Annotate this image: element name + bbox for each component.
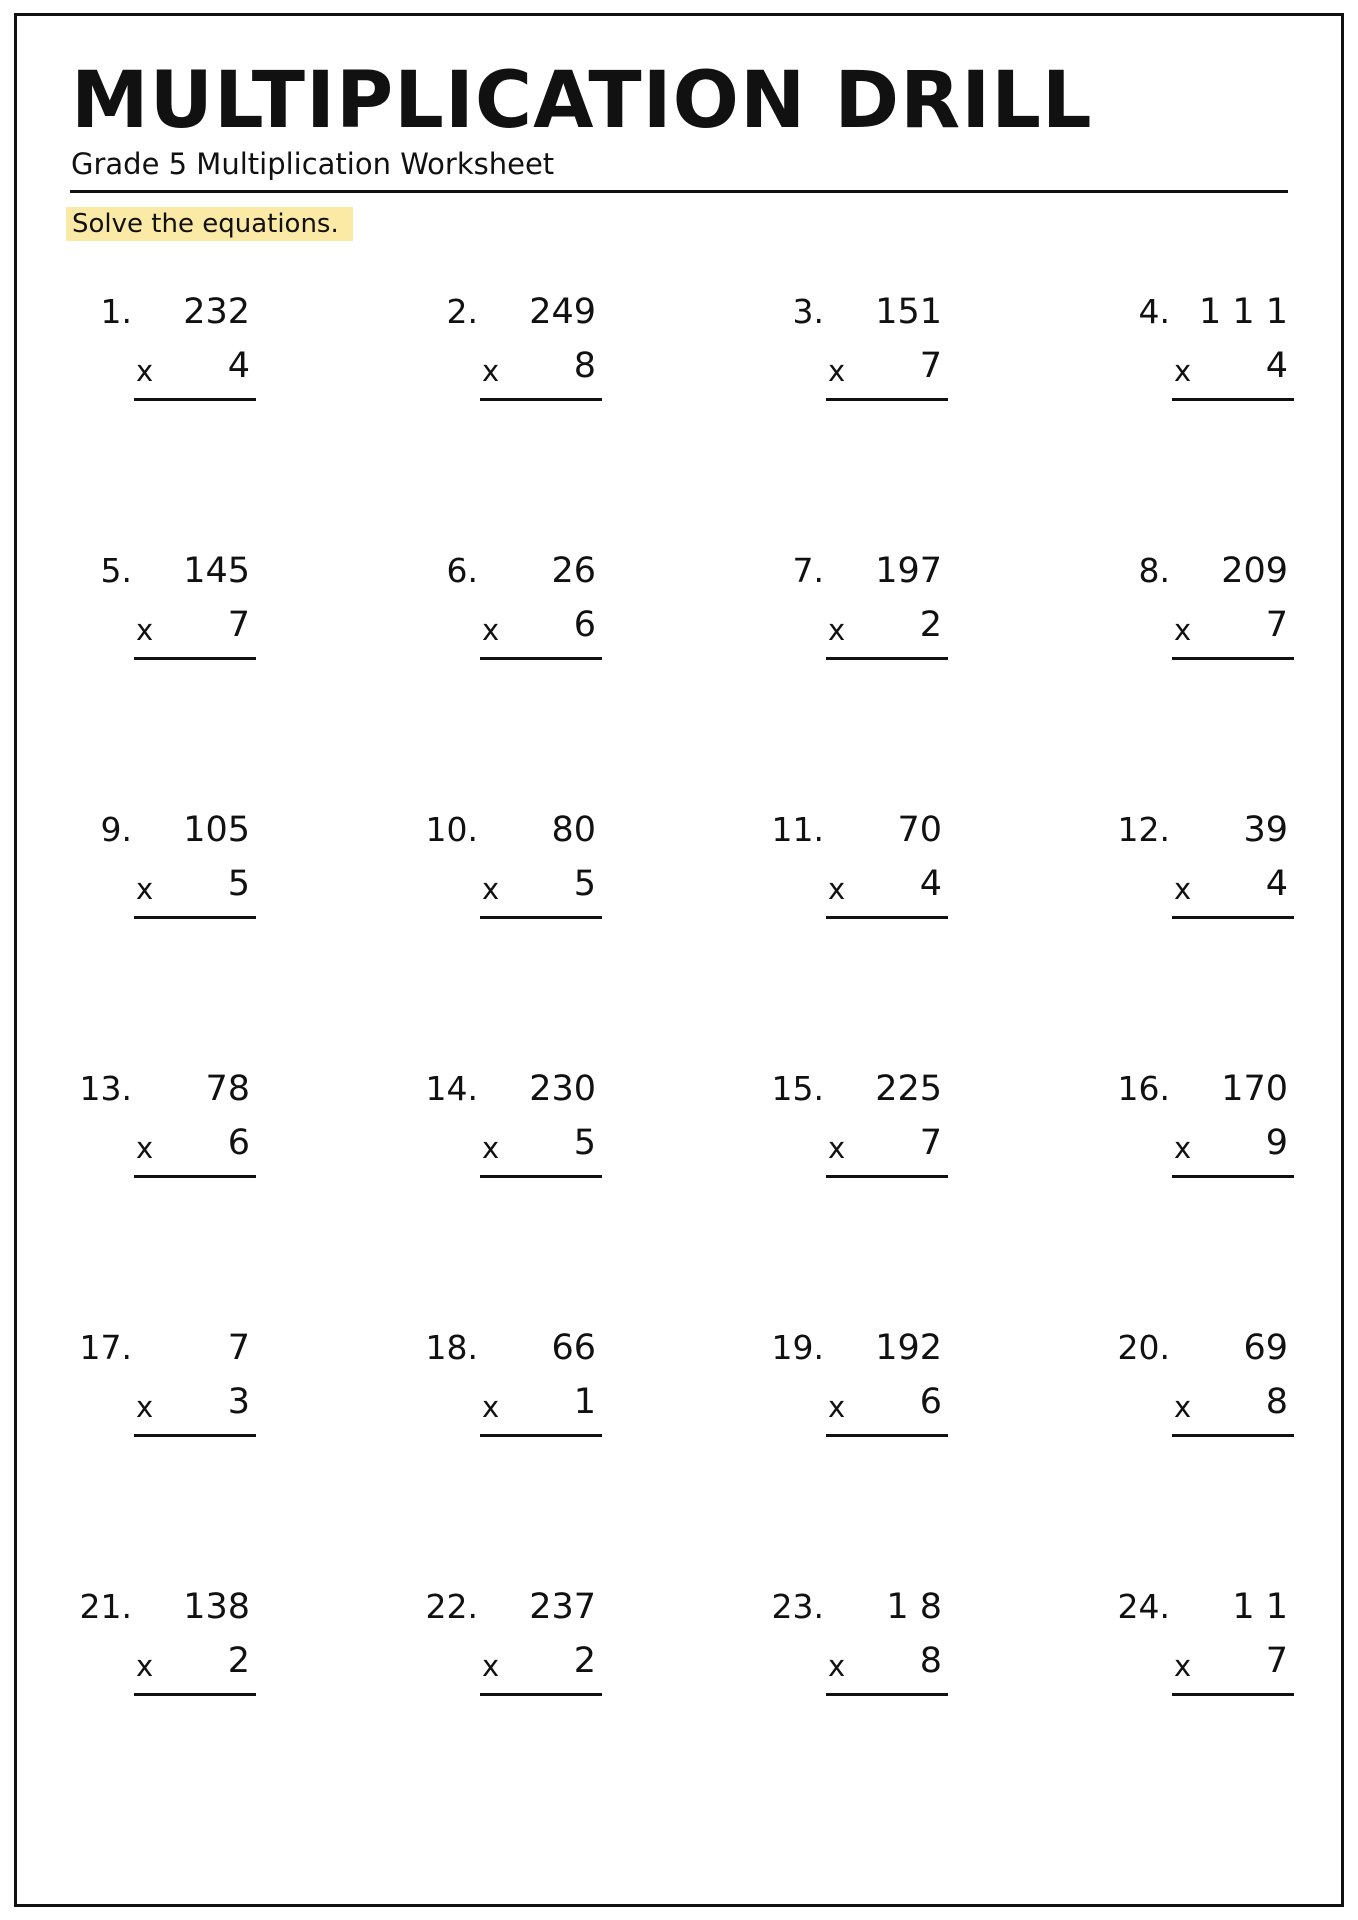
multiply-sign: x: [1174, 354, 1192, 388]
problem-number: 6.: [446, 551, 478, 590]
multiplier: 1: [573, 1382, 596, 1422]
instruction-highlight: Solve the equations.: [66, 207, 353, 241]
page-title: MULTIPLICATION DRILL: [71, 56, 1093, 146]
problem-number: 21.: [79, 1587, 132, 1626]
multiplier: 7: [919, 346, 942, 386]
multiplicand: 249: [529, 292, 596, 332]
problem-12: [1108, 810, 1358, 980]
multiplicand: 70: [897, 810, 942, 850]
answer-line: [134, 916, 256, 919]
multiplier: 4: [1265, 864, 1288, 904]
multiplicand: 170: [1221, 1069, 1288, 1109]
multiplicand: 39: [1243, 810, 1288, 850]
multiply-sign: x: [828, 1131, 846, 1165]
multiplicand: 151: [875, 292, 942, 332]
problem-11: [762, 810, 1022, 980]
answer-line: [1172, 398, 1294, 401]
multiply-sign: x: [482, 613, 500, 647]
multiplicand: 225: [875, 1069, 942, 1109]
answer-line: [826, 1434, 948, 1437]
answer-line: [826, 398, 948, 401]
multiplicand: 80: [551, 810, 596, 850]
answer-line: [1172, 1693, 1294, 1696]
multiplier: 5: [573, 864, 596, 904]
multiplier: 3: [227, 1382, 250, 1422]
problem-number: 7.: [792, 551, 824, 590]
multiply-sign: x: [136, 872, 154, 906]
multiplicand: 209: [1221, 551, 1288, 591]
multiplicand: 197: [875, 551, 942, 591]
multiply-sign: x: [828, 354, 846, 388]
multiplicand: 138: [183, 1587, 250, 1627]
multiplicand: 1 1 1: [1198, 292, 1288, 332]
multiply-sign: x: [482, 1649, 500, 1683]
header-divider: [70, 190, 1288, 193]
multiplicand: 1 1: [1232, 1587, 1288, 1627]
multiplicand: 7: [227, 1328, 250, 1368]
problem-number: 4.: [1138, 292, 1170, 331]
answer-line: [1172, 916, 1294, 919]
problem-number: 16.: [1117, 1069, 1170, 1108]
multiplier: 5: [227, 864, 250, 904]
multiply-sign: x: [1174, 872, 1192, 906]
multiplicand: 66: [551, 1328, 596, 1368]
problem-7: [762, 551, 1022, 721]
multiply-sign: x: [1174, 1131, 1192, 1165]
multiply-sign: x: [1174, 1649, 1192, 1683]
multiplier: 2: [919, 605, 942, 645]
problem-number: 15.: [771, 1069, 824, 1108]
answer-line: [1172, 1175, 1294, 1178]
multiply-sign: x: [136, 1649, 154, 1683]
problem-24: [1108, 1587, 1358, 1757]
multiplier: 5: [573, 1123, 596, 1163]
answer-line: [480, 916, 602, 919]
problem-6: [416, 551, 676, 721]
multiplier: 8: [573, 346, 596, 386]
problem-number: 24.: [1117, 1587, 1170, 1626]
answer-line: [480, 657, 602, 660]
multiplier: 8: [919, 1641, 942, 1681]
multiply-sign: x: [136, 354, 154, 388]
multiply-sign: x: [828, 1390, 846, 1424]
problem-3: [762, 292, 1022, 462]
problem-number: 1.: [100, 292, 132, 331]
problem-number: 9.: [100, 810, 132, 849]
problem-number: 19.: [771, 1328, 824, 1367]
problem-10: [416, 810, 676, 980]
multiply-sign: x: [136, 1390, 154, 1424]
multiplier: 4: [919, 864, 942, 904]
multiply-sign: x: [828, 613, 846, 647]
problem-16: [1108, 1069, 1358, 1239]
problem-19: [762, 1328, 1022, 1498]
multiplier: 2: [573, 1641, 596, 1681]
multiplicand: 232: [183, 292, 250, 332]
answer-line: [826, 916, 948, 919]
answer-line: [826, 1693, 948, 1696]
problem-23: [762, 1587, 1022, 1757]
problem-number: 18.: [425, 1328, 478, 1367]
multiplicand: 145: [183, 551, 250, 591]
answer-line: [134, 1175, 256, 1178]
problem-15: [762, 1069, 1022, 1239]
problem-number: 11.: [771, 810, 824, 849]
problem-number: 3.: [792, 292, 824, 331]
problem-number: 22.: [425, 1587, 478, 1626]
problem-1: [70, 292, 330, 462]
problem-number: 2.: [446, 292, 478, 331]
multiplicand: 1 8: [886, 1587, 942, 1627]
multiplier: 4: [227, 346, 250, 386]
problem-5: [70, 551, 330, 721]
answer-line: [826, 1175, 948, 1178]
multiplicand: 237: [529, 1587, 596, 1627]
problem-17: [70, 1328, 330, 1498]
answer-line: [134, 398, 256, 401]
multiplier: 6: [573, 605, 596, 645]
multiplier: 7: [1265, 1641, 1288, 1681]
multiply-sign: x: [482, 872, 500, 906]
multiply-sign: x: [1174, 613, 1192, 647]
answer-line: [1172, 1434, 1294, 1437]
multiply-sign: x: [482, 1390, 500, 1424]
multiplier: 6: [919, 1382, 942, 1422]
multiplier: 8: [1265, 1382, 1288, 1422]
problem-number: 14.: [425, 1069, 478, 1108]
answer-line: [480, 398, 602, 401]
multiply-sign: x: [482, 354, 500, 388]
problem-number: 20.: [1117, 1328, 1170, 1367]
multiply-sign: x: [828, 872, 846, 906]
problem-20: [1108, 1328, 1358, 1498]
multiplier: 7: [1265, 605, 1288, 645]
problem-21: [70, 1587, 330, 1757]
answer-line: [134, 1693, 256, 1696]
multiplier: 2: [227, 1641, 250, 1681]
problem-8: [1108, 551, 1358, 721]
problem-number: 12.: [1117, 810, 1170, 849]
multiplicand: 78: [205, 1069, 250, 1109]
problem-4: [1108, 292, 1358, 462]
problem-number: 8.: [1138, 551, 1170, 590]
problem-number: 5.: [100, 551, 132, 590]
answer-line: [826, 657, 948, 660]
multiply-sign: x: [828, 1649, 846, 1683]
page-subtitle: Grade 5 Multiplication Worksheet: [71, 147, 555, 181]
problem-13: [70, 1069, 330, 1239]
problem-18: [416, 1328, 676, 1498]
multiply-sign: x: [136, 1131, 154, 1165]
problem-14: [416, 1069, 676, 1239]
multiplicand: 192: [875, 1328, 942, 1368]
multiplier: 7: [919, 1123, 942, 1163]
multiplier: 4: [1265, 346, 1288, 386]
multiplicand: 69: [1243, 1328, 1288, 1368]
multiply-sign: x: [482, 1131, 500, 1165]
answer-line: [480, 1434, 602, 1437]
answer-line: [480, 1693, 602, 1696]
multiplicand: 26: [551, 551, 596, 591]
problem-number: 17.: [79, 1328, 132, 1367]
multiply-sign: x: [136, 613, 154, 647]
problem-number: 23.: [771, 1587, 824, 1626]
problem-9: [70, 810, 330, 980]
multiplicand: 105: [183, 810, 250, 850]
answer-line: [1172, 657, 1294, 660]
problem-number: 13.: [79, 1069, 132, 1108]
answer-line: [134, 1434, 256, 1437]
answer-line: [134, 657, 256, 660]
multiply-sign: x: [1174, 1390, 1192, 1424]
problem-2: [416, 292, 676, 462]
problem-22: [416, 1587, 676, 1757]
multiplier: 7: [227, 605, 250, 645]
answer-line: [480, 1175, 602, 1178]
multiplier: 6: [227, 1123, 250, 1163]
multiplicand: 230: [529, 1069, 596, 1109]
multiplier: 9: [1265, 1123, 1288, 1163]
problem-number: 10.: [425, 810, 478, 849]
